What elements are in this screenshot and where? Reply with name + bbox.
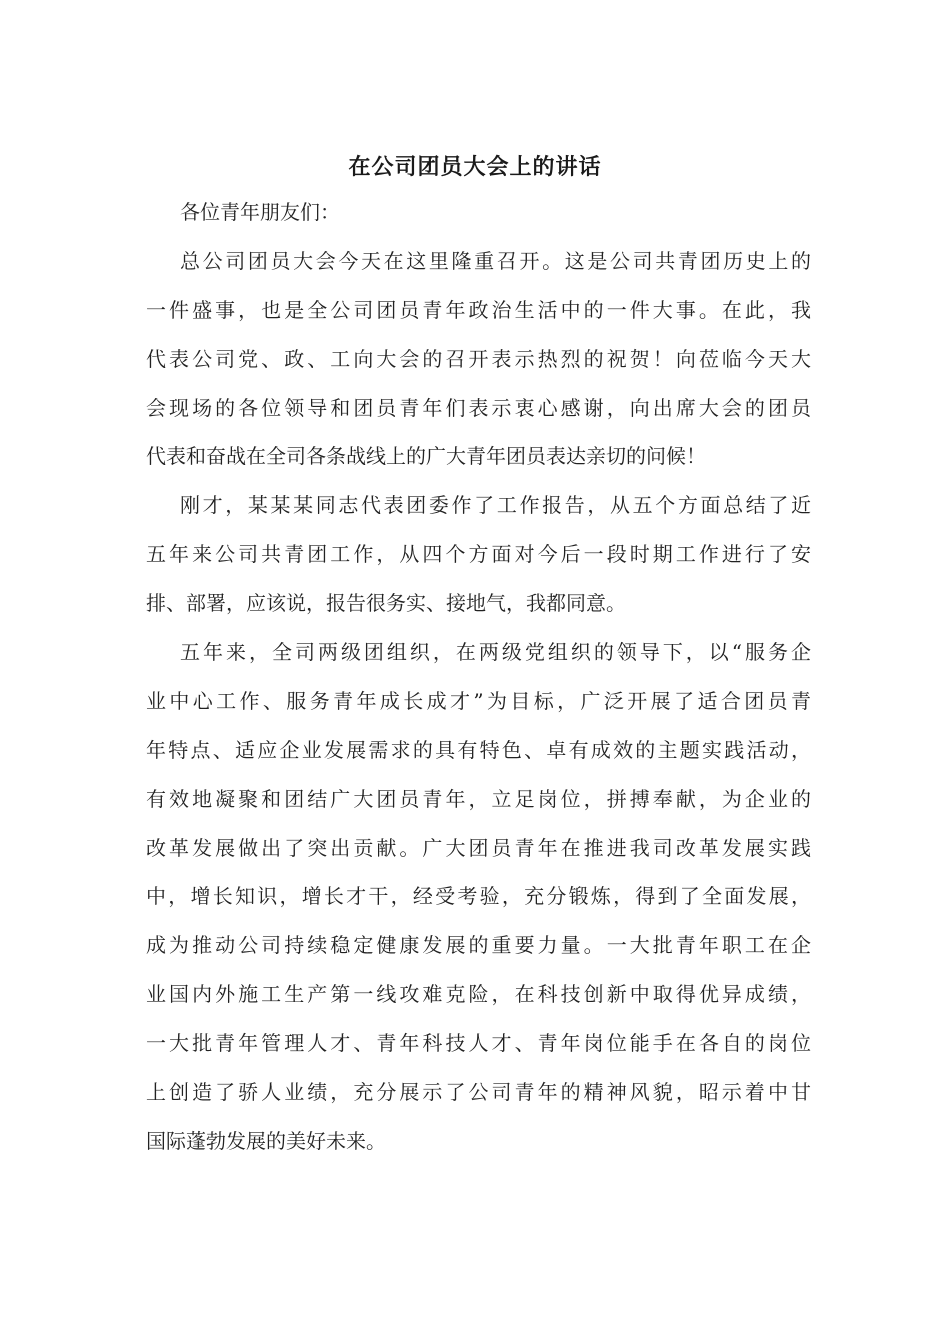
salutation: 各位青年朋友们：: [180, 200, 340, 224]
paragraph-line: 会现场的各位领导和团员青年们表示衷心感谢，向出席大会的团员: [146, 395, 811, 420]
paragraph-line: 刚才，某某某同志代表团委作了工作报告，从五个方面总结了近: [180, 493, 811, 518]
paragraph-line: 改革发展做出了突出贡献。广大团员青年在推进我司改革发展实践: [146, 835, 811, 860]
paragraph-line: 五年来，全司两级团组织，在两级党组织的领导下，以“服务企: [180, 640, 811, 665]
paragraph-line: 国际蓬勃发展的美好未来。: [146, 1128, 386, 1153]
paragraph-line: 排、部署，应该说，报告很务实、接地气，我都同意。: [146, 591, 626, 616]
paragraph-2: [146, 481, 811, 628]
paragraph-line: 五年来公司共青团工作，从四个方面对今后一段时期工作进行了安: [146, 542, 811, 567]
paragraph-1: [146, 237, 811, 481]
paragraph-line: 年特点、适应企业发展需求的具有特色、卓有成效的主题实践活动，: [146, 737, 811, 762]
paragraph-line: 代表公司党、政、工向大会的召开表示热烈的祝贺！向莅临今天大: [146, 346, 811, 371]
paragraph-line: 业国内外施工生产第一线攻难克险，在科技创新中取得优异成绩，: [146, 982, 811, 1007]
paragraph-line: 一件盛事，也是全公司团员青年政治生活中的一件大事。在此，我: [146, 297, 811, 322]
paragraph-line: 一大批青年管理人才、青年科技人才、青年岗位能手在各自的岗位: [146, 1031, 811, 1056]
paragraph-line: 有效地凝聚和团结广大团员青年，立足岗位，拼搏奉献，为企业的: [146, 786, 811, 811]
paragraph-line: 成为推动公司持续稳定健康发展的重要力量。一大批青年职工在企: [146, 933, 811, 958]
page-title: 在公司团员大会上的讲话: [348, 155, 602, 180]
paragraph-line: 中，增长知识，增长才干，经受考验，充分锻炼，得到了全面发展，: [146, 884, 811, 909]
paragraph-3: [146, 628, 811, 1166]
speech-body: [146, 188, 811, 1166]
paragraph-line: 总公司团员大会今天在这里隆重召开。这是公司共青团历史上的: [180, 248, 811, 273]
paragraph-line: 上创造了骄人业绩，充分展示了公司青年的精神风貌，昭示着中甘: [146, 1080, 811, 1105]
paragraph-line: 代表和奋战在全司各条战线上的广大青年团员表达亲切的问候！: [146, 444, 706, 469]
paragraph-line: 业中心工作、服务青年成长成才”为目标，广泛开展了适合团员青: [146, 688, 811, 713]
